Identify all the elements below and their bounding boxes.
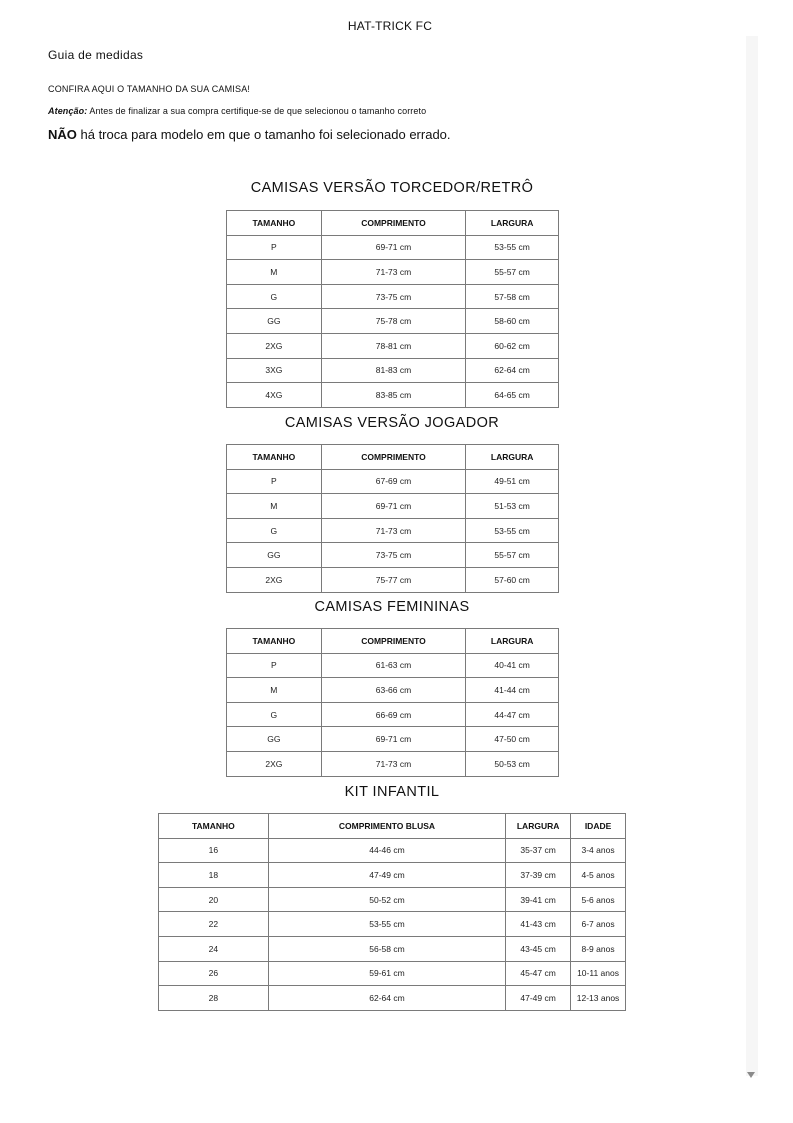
cell: M	[227, 678, 322, 703]
cell: P	[227, 235, 322, 260]
cell: 41-43 cm	[506, 912, 571, 937]
table-row	[227, 653, 559, 678]
table-row	[227, 469, 559, 494]
cell: 12-13 anos	[571, 986, 626, 1011]
table-row	[159, 986, 626, 1011]
cell: 67-69 cm	[321, 469, 466, 494]
scroll-down-arrow-icon[interactable]	[747, 1072, 755, 1078]
cell: 2XG	[227, 567, 322, 592]
table-row	[227, 494, 559, 519]
header-cell: TAMANHO	[227, 629, 322, 654]
table-header-row	[227, 211, 559, 236]
cell: 47-49 cm	[268, 863, 505, 888]
section-title-torcedor: CAMISAS VERSÃO TORCEDOR/RETRÔ	[250, 180, 534, 196]
table-row	[227, 543, 559, 568]
cell: G	[227, 284, 322, 309]
cell: 51-53 cm	[466, 494, 559, 519]
cell: 26	[159, 961, 269, 986]
cell: 62-64 cm	[466, 358, 559, 383]
cell: 83-85 cm	[321, 383, 466, 408]
cell: 73-75 cm	[321, 543, 466, 568]
cell: 6-7 anos	[571, 912, 626, 937]
cell: 41-44 cm	[466, 678, 559, 703]
cell: 8-9 anos	[571, 936, 626, 961]
cell: 47-49 cm	[506, 986, 571, 1011]
cell: 3XG	[227, 358, 322, 383]
section-title-infantil: KIT INFANTIL	[344, 784, 440, 800]
cell: 75-77 cm	[321, 567, 466, 592]
table-row	[227, 567, 559, 592]
cell: 73-75 cm	[321, 284, 466, 309]
header-cell: TAMANHO	[227, 211, 322, 236]
table-row	[227, 358, 559, 383]
cell: 49-51 cm	[466, 469, 559, 494]
site-title: HAT-TRICK FC	[347, 19, 433, 33]
header-cell: COMPRIMENTO	[321, 211, 466, 236]
size-table-jogador	[226, 444, 559, 593]
cell: 35-37 cm	[506, 838, 571, 863]
nao-text: há troca para modelo em que o tamanho foi selecionado errado.	[76, 127, 451, 142]
cell: G	[227, 518, 322, 543]
guide-title: Guia de medidas	[48, 48, 144, 62]
cell: 61-63 cm	[321, 653, 466, 678]
size-table-infantil	[158, 813, 626, 1011]
cell: 47-50 cm	[466, 727, 559, 752]
size-table-femininas	[226, 628, 559, 777]
cell: 3-4 anos	[571, 838, 626, 863]
cell: 55-57 cm	[466, 260, 559, 285]
atencao-text: Antes de finalizar a sua compra certifique-se de que selecionou o tamanho correto	[87, 106, 427, 116]
header-cell: LARGURA	[466, 211, 559, 236]
cell: 5-6 anos	[571, 887, 626, 912]
header-cell: COMPRIMENTO	[321, 629, 466, 654]
cell: 69-71 cm	[321, 727, 466, 752]
table-row	[227, 702, 559, 727]
cell: 69-71 cm	[321, 235, 466, 260]
cell: 28	[159, 986, 269, 1011]
header-cell: TAMANHO	[159, 814, 269, 839]
table-row	[159, 961, 626, 986]
cell: 60-62 cm	[466, 333, 559, 358]
cell: 55-57 cm	[466, 543, 559, 568]
cell: 39-41 cm	[506, 887, 571, 912]
cell: GG	[227, 309, 322, 334]
table-header-row	[159, 814, 626, 839]
cell: 53-55 cm	[466, 518, 559, 543]
table-header-row	[227, 445, 559, 470]
table-row	[227, 678, 559, 703]
nao-line	[48, 127, 451, 142]
cell: 78-81 cm	[321, 333, 466, 358]
table-row	[227, 751, 559, 776]
cell: 37-39 cm	[506, 863, 571, 888]
cell: 71-73 cm	[321, 751, 466, 776]
cell: 66-69 cm	[321, 702, 466, 727]
table-row	[227, 333, 559, 358]
cell: 4XG	[227, 383, 322, 408]
table-row	[159, 936, 626, 961]
cell: GG	[227, 727, 322, 752]
cell: M	[227, 494, 322, 519]
table-row	[227, 309, 559, 334]
cell: 69-71 cm	[321, 494, 466, 519]
nao-label: NÃO	[48, 127, 77, 142]
cell: 50-52 cm	[268, 887, 505, 912]
cell: 10-11 anos	[571, 961, 626, 986]
table-row	[227, 727, 559, 752]
cell: 45-47 cm	[506, 961, 571, 986]
cell: 53-55 cm	[466, 235, 559, 260]
header-cell: LARGURA	[466, 629, 559, 654]
header-cell: COMPRIMENTO	[321, 445, 466, 470]
cell: 24	[159, 936, 269, 961]
cell: 53-55 cm	[268, 912, 505, 937]
cell: 57-58 cm	[466, 284, 559, 309]
atencao-line	[48, 106, 426, 116]
atencao-label: Atenção:	[48, 106, 88, 116]
size-table-torcedor	[226, 210, 559, 408]
cell: 2XG	[227, 751, 322, 776]
cell: 62-64 cm	[268, 986, 505, 1011]
header-cell: IDADE	[571, 814, 626, 839]
cell: 16	[159, 838, 269, 863]
header-cell: COMPRIMENTO BLUSA	[268, 814, 505, 839]
cell: 81-83 cm	[321, 358, 466, 383]
cell: 63-66 cm	[321, 678, 466, 703]
cell: 59-61 cm	[268, 961, 505, 986]
header-cell: TAMANHO	[227, 445, 322, 470]
table-row	[227, 284, 559, 309]
table-row	[227, 260, 559, 285]
header-cell: LARGURA	[466, 445, 559, 470]
cell: P	[227, 469, 322, 494]
cell: 20	[159, 887, 269, 912]
table-row	[159, 912, 626, 937]
section-title-jogador: CAMISAS VERSÃO JOGADOR	[284, 415, 500, 431]
cell: GG	[227, 543, 322, 568]
table-header-row	[227, 629, 559, 654]
table-row	[159, 887, 626, 912]
cell: G	[227, 702, 322, 727]
cell: 44-46 cm	[268, 838, 505, 863]
header-cell: LARGURA	[506, 814, 571, 839]
cell: 75-78 cm	[321, 309, 466, 334]
cell: 40-41 cm	[466, 653, 559, 678]
cell: 64-65 cm	[466, 383, 559, 408]
cell: 58-60 cm	[466, 309, 559, 334]
cell: 71-73 cm	[321, 518, 466, 543]
cell: 4-5 anos	[571, 863, 626, 888]
cell: 18	[159, 863, 269, 888]
table-row	[159, 863, 626, 888]
cell: 22	[159, 912, 269, 937]
table-row	[227, 235, 559, 260]
confira-line: CONFIRA AQUI O TAMANHO DA SUA CAMISA!	[48, 84, 251, 94]
cell: 71-73 cm	[321, 260, 466, 285]
cell: P	[227, 653, 322, 678]
table-row	[227, 518, 559, 543]
section-title-femininas: CAMISAS FEMININAS	[314, 599, 470, 615]
cell: 57-60 cm	[466, 567, 559, 592]
cell: 44-47 cm	[466, 702, 559, 727]
table-row	[159, 838, 626, 863]
cell: M	[227, 260, 322, 285]
table-row	[227, 383, 559, 408]
cell: 56-58 cm	[268, 936, 505, 961]
cell: 2XG	[227, 333, 322, 358]
cell: 43-45 cm	[506, 936, 571, 961]
cell: 50-53 cm	[466, 751, 559, 776]
